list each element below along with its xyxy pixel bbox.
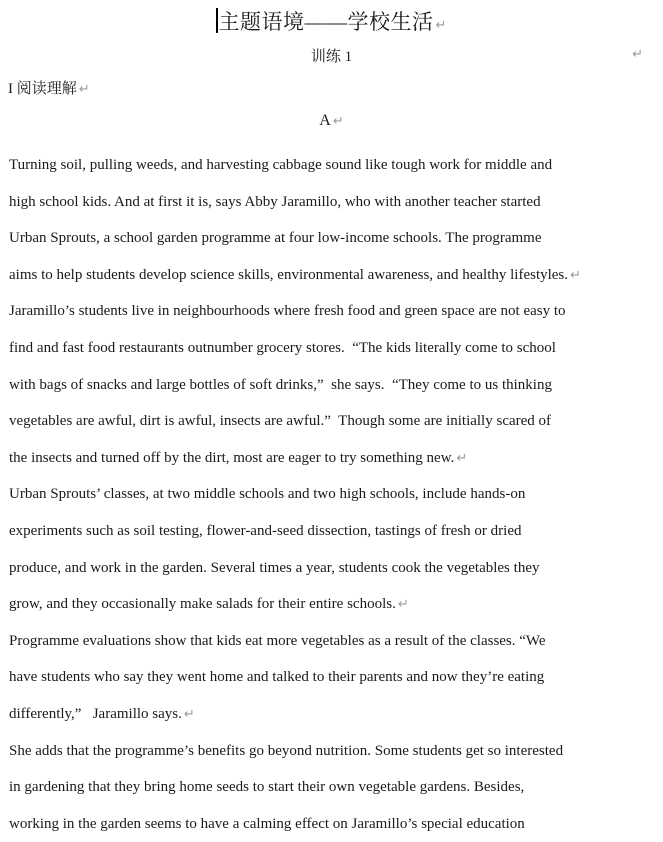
- paragraph-return-mark: ↵: [79, 82, 90, 97]
- text-line[interactable]: Urban Sprouts, a school garden programme at four low-income schools. The programme: [9, 220, 659, 257]
- text-line[interactable]: have students who say they went home and talked to their parents and now they’re eating: [9, 659, 659, 696]
- paragraph[interactable]: [9, 476, 659, 622]
- text-line[interactable]: the insects and turned off by the dirt, most are eager to try something new. ↵: [9, 440, 659, 477]
- passage-body[interactable]: [9, 147, 659, 842]
- paragraph-return-mark: ↵: [570, 268, 581, 283]
- text-line[interactable]: differently,” Jaramillo says. ↵: [9, 696, 659, 733]
- text-line[interactable]: Jaramillo’s students live in neighbourhoods where fresh food and green space are not easy to: [9, 293, 659, 330]
- paragraph-return-mark: ↵: [184, 707, 195, 722]
- paragraph[interactable]: [9, 293, 659, 476]
- paragraph[interactable]: [9, 147, 659, 293]
- text-line[interactable]: high school kids. And at first it is, says Abby Jaramillo, who with another teacher started: [9, 184, 659, 221]
- text-line[interactable]: experiments such as soil testing, flower-and-seed dissection, tastings of fresh or dried: [9, 513, 659, 550]
- text-line[interactable]: vegetables are awful, dirt is awful, insects are awful.” Though some are initially scared of: [9, 403, 659, 440]
- text-line[interactable]: aims to help students develop science skills, environmental awareness, and healthy lifestyles. ↵: [9, 257, 659, 294]
- subtitle-row: [0, 45, 663, 66]
- text-line[interactable]: produce, and work in the garden. Several times a year, students cook the vegetables they: [9, 550, 659, 587]
- text-line[interactable]: in gardening that they bring home seeds to start their own vegetable gardens. Besides,: [9, 769, 659, 806]
- text-line[interactable]: working in the garden seems to have a calming effect on Jaramillo’s special education: [9, 806, 659, 842]
- paragraph-return-mark: ↵: [456, 451, 467, 466]
- passage-label-text[interactable]: A: [319, 112, 331, 129]
- subtitle-text[interactable]: 训练 1: [311, 49, 352, 65]
- passage-label-row: [0, 112, 663, 130]
- text-line[interactable]: Urban Sprouts’ classes, at two middle schools and two high schools, include hands-on: [9, 476, 659, 513]
- text-line[interactable]: find and fast food restaurants outnumber grocery stores. “The kids literally come to school: [9, 330, 659, 367]
- paragraph-return-mark: ↵: [333, 114, 344, 129]
- text-line[interactable]: grow, and they occasionally make salads for their entire schools. ↵: [9, 586, 659, 623]
- section-heading-text[interactable]: I 阅读理解: [8, 81, 77, 97]
- paragraph-return-mark: ↵: [436, 18, 447, 33]
- text-line[interactable]: with bags of snacks and large bottles of soft drinks,” she says. “They come to us thinking: [9, 367, 659, 404]
- paragraph[interactable]: [9, 623, 659, 733]
- text-cursor: [216, 8, 218, 33]
- section-heading-row: [8, 77, 90, 98]
- paragraph[interactable]: [9, 733, 659, 842]
- text-line[interactable]: Programme evaluations show that kids eat more vegetables as a result of the classes. “We: [9, 623, 659, 660]
- text-line[interactable]: She adds that the programme’s benefits go beyond nutrition. Some students get so interested: [9, 733, 659, 770]
- document-title[interactable]: 主题语境——学校生活: [219, 10, 434, 34]
- paragraph-return-mark: ↵: [632, 47, 643, 62]
- text-line[interactable]: Turning soil, pulling weeds, and harvesting cabbage sound like tough work for middle and: [9, 147, 659, 184]
- document-title-row: [0, 6, 663, 36]
- paragraph-return-mark: ↵: [398, 597, 409, 612]
